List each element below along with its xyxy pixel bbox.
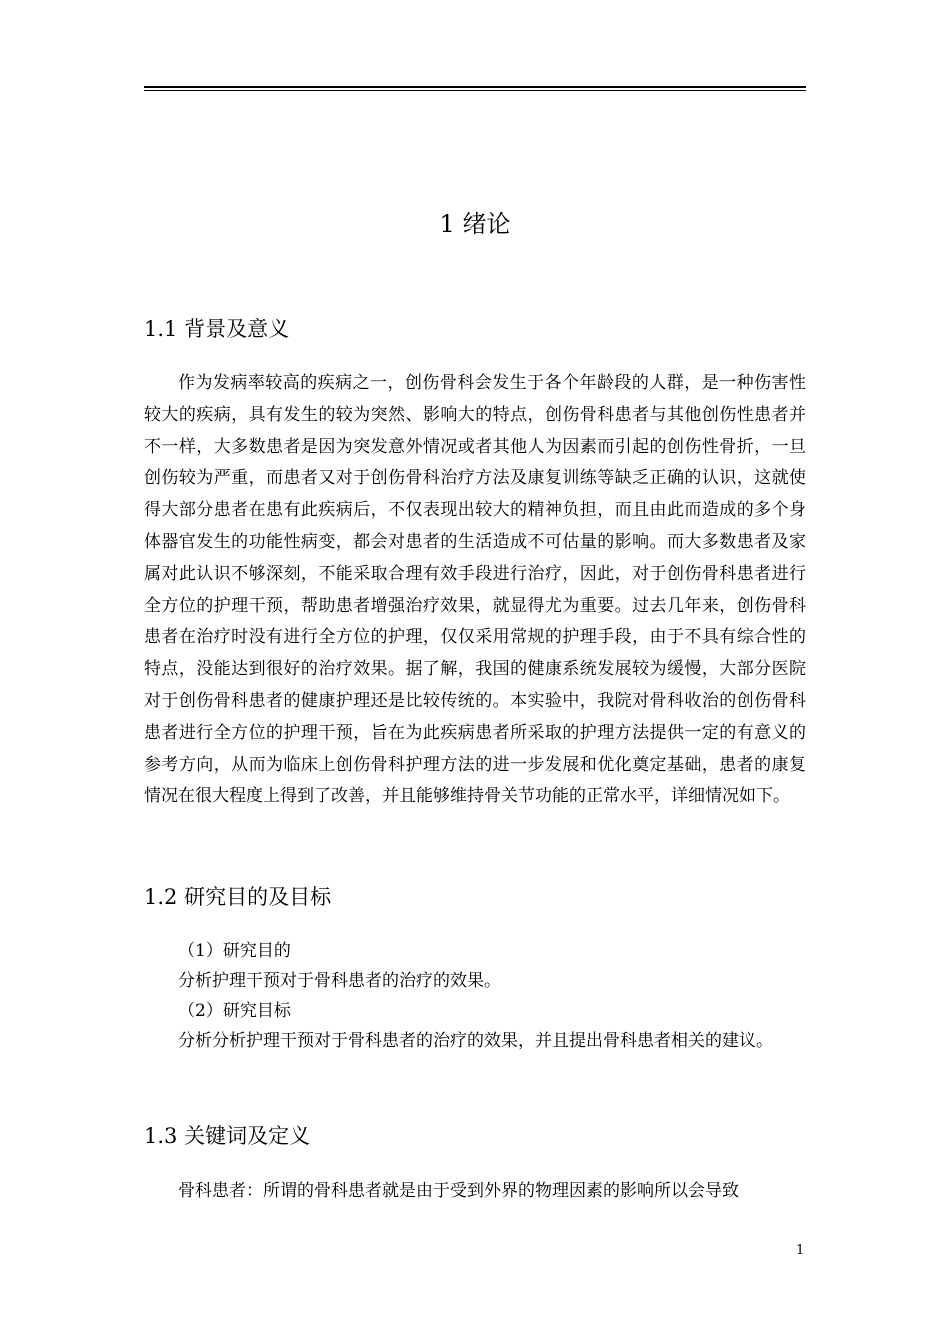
research-goal-text: 分析护理干预对于骨科患者的治疗的效果。: [178, 971, 501, 991]
chapter-title: 1 绪论: [439, 210, 511, 238]
header-rule-thin: [144, 90, 806, 91]
section-heading-objectives: 1.2 研究目的及目标: [144, 885, 332, 909]
keyword-definition-paragraph: 骨科患者：所谓的骨科患者就是由于受到外界的物理因素的影响所以会导致: [178, 1181, 739, 1201]
research-goal-label: （1）研究目的: [178, 941, 291, 961]
page-number: 1: [796, 1243, 805, 1258]
section-heading-keywords: 1.3 关键词及定义: [144, 1124, 311, 1148]
background-paragraph: 作为发病率较高的疾病之一，创伤骨科会发生于各个年龄段的人群，是一种伤害性较大的疾病，具有发生的较为突然、影响大的特点，创伤骨科患者与其他创伤性患者并不一样，大多数患者是因为突发意外情况或者其他人为因素而引起的创伤性骨折，一旦创伤较为严重，而患者又对于创伤骨科治疗方法及康复训练等缺乏正确的认识，这就使得大部分患者在患有此疾病后，不仅表现出较大的精神负担，而且由此而造成的多个身体器官发生的功能性病变，都会对患者的生活造成不可估量的影响。而大多数患者及家属对此认识不够深刻，不能采取合理有效手段进行治疗，因此，对于创伤骨科患者进行全方位的护理干预，帮助患者增强治疗效果，就显得尤为重要。过去几年来，创伤骨科患者在治疗时没有进行全方位的护理，仅仅采用常规的护理手段，由于不具有综合性的特点，没能达到很好的治疗效果。据了解，我国的健康系统发展较为缓慢，大部分医院对于创伤骨科患者的健康护理还是比较传统的。本实验中，我院对骨科收治的创伤骨科患者进行全方位的护理干预，旨在为此疾病患者所采取的护理方法提供一定的有意义的参考方向，从而为临床上创伤骨科护理方法的进一步发展和优化奠定基础，患者的康复情况在很大程度上得到了改善，并且能够维持骨关节功能的正常水平，详细情况如下。: [144, 373, 806, 807]
research-target-label: （2）研究目标: [178, 1001, 291, 1021]
section-heading-background: 1.1 背景及意义: [144, 317, 290, 341]
header-rule-thick: [144, 86, 806, 88]
research-target-text: 分析分析护理干预对于骨科患者的治疗的效果，并且提出骨科患者相关的建议。: [178, 1031, 773, 1051]
